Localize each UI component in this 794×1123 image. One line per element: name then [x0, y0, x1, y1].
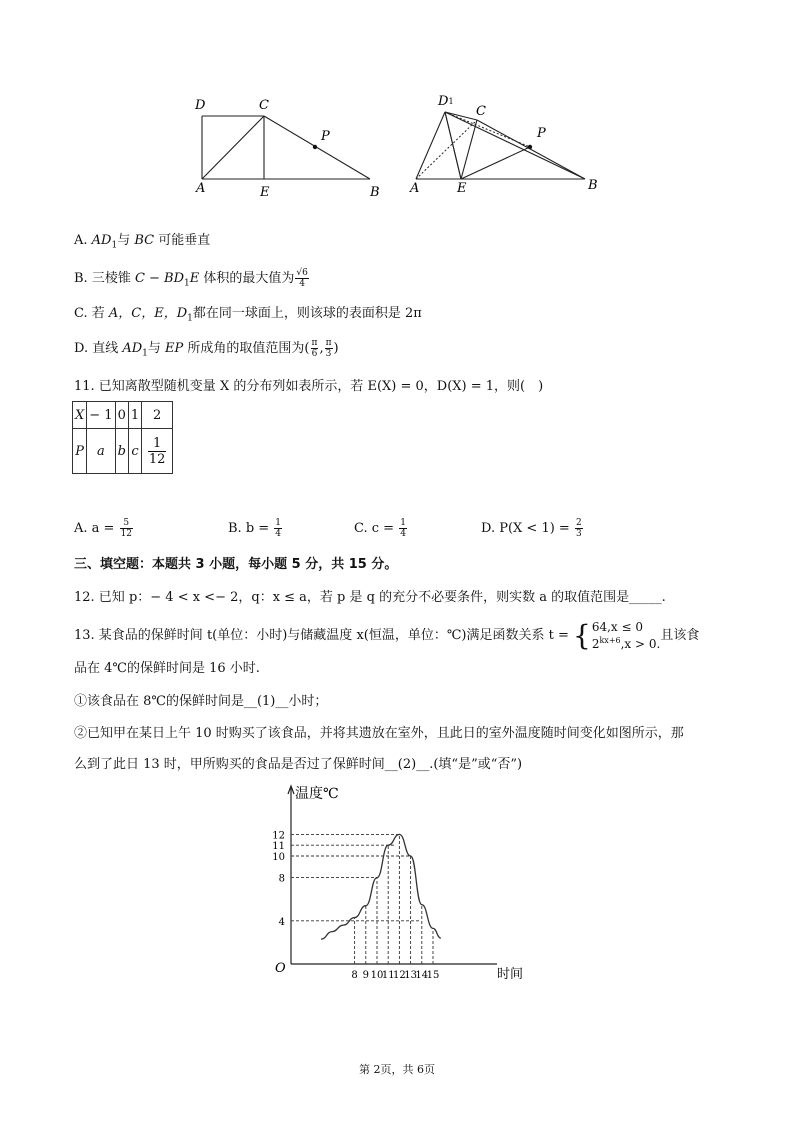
left-figure — [202, 116, 370, 179]
label-d1: D1 — [438, 94, 454, 109]
x-tick-label: 15 — [426, 970, 440, 981]
table-cell: 2 — [142, 402, 173, 429]
x-tick-label: 12 — [393, 970, 406, 981]
y-tick-label: 4 — [278, 916, 285, 928]
table-cell: P — [73, 429, 87, 474]
point-p-right — [528, 145, 532, 149]
q10-option-c: C. 若 A，C，E，$D_1$都在同一球面上，则该球的表面积是 2π — [74, 306, 422, 324]
chart-ylabel: 温度℃ — [295, 786, 339, 802]
section-heading: 三、填空题：本题共 3 小题，每小题 5 分，共 15 分。 — [74, 557, 398, 572]
point-p-left — [313, 145, 317, 149]
label-b: B — [370, 185, 380, 200]
table-cell: X — [73, 402, 87, 429]
fraction: $\frac{\pi}{6}$ — [311, 338, 318, 359]
table-cell: 0 — [115, 402, 128, 429]
q10-option-d: D. 直线 $AD_1$与 EP 所成角的取值范围为( $\frac{\pi}{6}$ , $\frac{\pi}{3}$ ) — [74, 338, 339, 359]
label-c: C — [259, 98, 269, 113]
q11-option-c: C. c = $\frac{1}{4}$ — [354, 518, 406, 539]
q13-line2: 品在 4℃的保鲜时间是 16 小时. — [74, 661, 260, 676]
label-b-right: B — [588, 178, 598, 193]
q13-sub2-line1: ②已知甲在某日上午 10 时购买了该食品，并将其遗放在室外，且此日的室外温度随时间变化如图所示，那 — [74, 726, 684, 741]
y-tick-label: 11 — [272, 841, 285, 853]
temperature-curve — [321, 834, 441, 939]
q10-option-b: B. 三棱锥 $C - BD_1E$ 体积的最大值为 $\frac{√6}{4}$ — [74, 268, 308, 289]
table-cell: b — [115, 429, 128, 474]
q10-option-a: A. $AD_1$与 BC 可能垂直 — [74, 233, 211, 251]
x-tick-label: 10 — [370, 970, 384, 981]
q13-line1: 13. 某食品的保鲜时间 t(单位：小时)与储藏温度 x(恒温，单位：℃)满足函数关系 t = { 64,x ≤ 0 $2^{kx+6},x > 0$. 且该食 — [74, 618, 700, 652]
table-cell: 1 — [128, 402, 141, 429]
x-tick-label: 14 — [415, 970, 429, 981]
brace: { — [572, 618, 591, 652]
fraction: $\frac{√6}{4}$ — [296, 268, 308, 289]
y-tick-label: 10 — [272, 852, 285, 863]
table-cell: $\frac{1}{12}$ — [142, 429, 173, 474]
chart-xlabel: 时间 — [497, 967, 524, 982]
chart-origin: O — [275, 961, 286, 976]
table-cell: a — [87, 429, 115, 474]
q12: 12. 已知 p：− 4 < x <− 2，q：x ≤ a，若 p 是 q 的充分不必要条件，则实数 a 的取值范围是_____. — [74, 590, 666, 605]
q13-sub1: ①该食品在 8℃的保鲜时间是__(1)__小时； — [74, 694, 328, 709]
piecewise-cases: 64,x ≤ 0 $2^{kx+6},x > 0$. — [591, 620, 661, 651]
label-a-right: A — [410, 181, 420, 196]
label-p: P — [321, 129, 330, 144]
q11-option-a: A. a = $\frac{5}{12}$ — [74, 518, 133, 539]
label-a: A — [196, 181, 206, 196]
x-tick-label: 11 — [381, 970, 395, 981]
label-d: D — [195, 98, 206, 113]
label-c-right: C — [476, 104, 486, 119]
fraction: $\frac{\pi}{3}$ — [325, 338, 332, 359]
label-p-right: P — [537, 126, 546, 141]
q11-stem: 11. 已知离散型随机变量 X 的分布列如表所示，若 E(X) = 0，D(X) = 1，则( ) — [74, 379, 544, 394]
label-e-right: E — [457, 181, 467, 196]
x-tick-label: 13 — [404, 970, 417, 981]
q13-sub2-line2: 么到了此日 13 时，甲所购买的食品是否过了保鲜时间__(2)__.(填“是”或“否”) — [74, 757, 523, 772]
table-cell: − 1 — [87, 402, 115, 429]
right-figure — [416, 112, 585, 179]
temperature-chart — [265, 782, 530, 982]
table-cell: c — [128, 429, 141, 474]
chart-guides — [291, 834, 433, 964]
chart-axes — [288, 786, 497, 964]
distribution-table — [72, 401, 173, 474]
label-e: E — [260, 185, 270, 200]
chart-ticks — [272, 830, 439, 981]
geometry-figures — [190, 92, 610, 202]
y-tick-label: 12 — [272, 830, 285, 842]
q11-option-d: D. P(X < 1) = $\frac{2}{3}$ — [481, 518, 582, 539]
x-tick-label: 9 — [362, 970, 369, 981]
y-tick-label: 8 — [278, 873, 285, 885]
page-footer: 第 2页，共 6页 — [359, 1063, 435, 1076]
q11-option-b: B. b = $\frac{1}{4}$ — [228, 518, 282, 539]
x-tick-label: 8 — [351, 970, 358, 981]
